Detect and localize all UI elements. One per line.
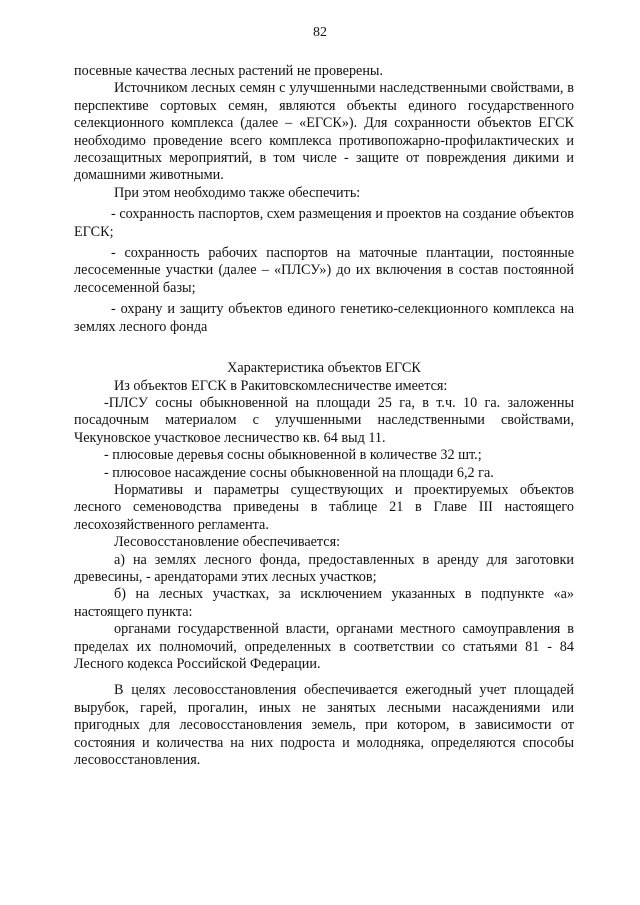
list-item-plus-trees: - плюсовые деревья сосны обыкновенной в количестве 32 шт.; [104,447,482,464]
page-number: 82 [313,25,327,40]
list-item-protection: - охрану и защиту объектов единого генетико-селекционного комплекса на землях лесного фонда [74,301,574,335]
paragraph-annual-accounting: В целях лесовосстановления обеспечивается ежегодный учет площадей вырубок, гарей, прогалин, иных не занятых лесными насаждениями или пригодных для лесовосстановления земель, при котором, в зависимости от состояния и количества на них подроста и молодняка, определяются способы лесовосстановления. [74,682,574,769]
list-item-plus-stand: - плюсовое насаждение сосны обыкновенной на площади 6,2 га. [104,464,494,481]
paragraph-must-ensure: При этом необходимо также обеспечить: [114,184,361,201]
paragraph-norms: Нормативы и параметры существующих и проектируемых объектов лесного семеноводства приведены в таблице 21 в Главе III настоящего лесохозяйственного регламента. [74,481,574,533]
section-title: Характеристика объектов ЕГСК [227,360,421,377]
paragraph-continuation: посевные качества лесных растений не проверены. [74,63,384,79]
document-body [74,63,574,769]
list-item-other-plots: б) на лесных участках, за исключением указанных в подпункте «а» настоящего пункта: [74,586,574,620]
list-item-passports: - сохранность паспортов, схем размещения и проектов на создание объектов ЕГСК; [74,206,574,240]
paragraph-objects-intro: Из объектов ЕГСК в Ракитовскомлесничестве имеется: [114,377,448,394]
list-item-plsu: -ПЛСУ сосны обыкновенной на площади 25 га, в т.ч. 10 га. заложенны посадочным материалом с улучшенными наследственными свойствами, Чекуновское участковое лесничество кв. 64 выд 11. [74,394,574,446]
list-item-lease-lands: а) на землях лесного фонда, предоставленных в аренду для заготовки древесины, - арендаторами этих лесных участков; [74,551,574,585]
list-item-work-passports: - сохранность рабочих паспортов на маточные плантации, постоянные лесосеменные участки (далее – «ПЛСУ») до их включения в состав постоянной лесосеменной базы; [74,245,574,296]
paragraph-reforestation-intro: Лесовосстановление обеспечивается: [114,534,341,551]
paragraph-seed-sources: Источником лесных семян с улучшенными наследственными свойствами, в перспективе сортовых семян, являются объекты единого государственного селекционного комплекса (далее – «ЕГСК»). Для сохранности объектов ЕГСК необходимо проведение всего комплекса противопожарно-профилактических и лесозащитных мероприятий, в том числе - защите от повреждения дикими и домашними животными. [74,80,574,184]
paragraph-authorities: органами государственной власти, органами местного самоуправления в пределах их полномочий, определенных в соответствии со статьями 81 - 84 Лесного кодекса Российской Федерации. [74,621,574,672]
